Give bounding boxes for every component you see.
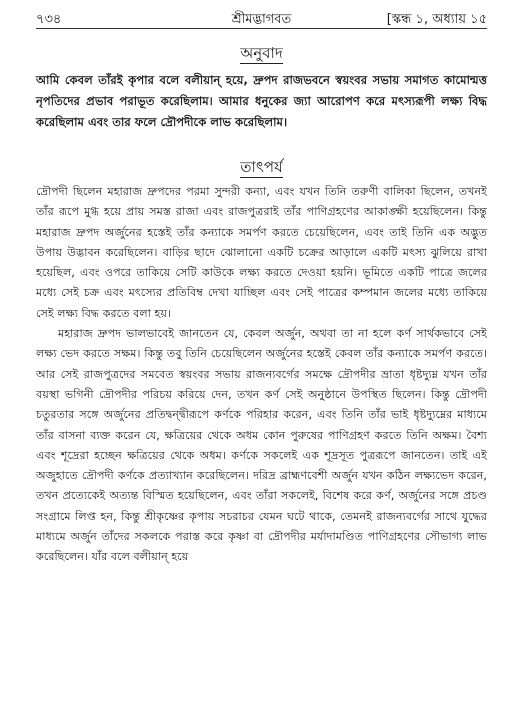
- translation-heading-text: অনুবাদ: [240, 44, 283, 62]
- purport-body: [36, 182, 487, 568]
- page-number: ৭৩৪: [36, 12, 62, 27]
- translation-heading: [36, 42, 487, 67]
- purport-heading-text: তাৎপর্য: [240, 158, 283, 176]
- purport-heading: [36, 156, 487, 181]
- header-divider: [36, 28, 487, 29]
- purport-paragraph-2: মহারাজ দ্রুপদ ভালভাবেই জানতেন যে, কেবল অর্জুন, অথবা তা না হলে কর্ণ সার্থকভাবে সেই লক্ষ্য ভেদ করতে সক্ষম। কিন্তু তবু তিনি চেয়েছিলেন অর্জুনের হস্তেই কেবল তাঁর কন্যাকে সমর্পণ করতে। আর সেই রাজপুত্রদের সমবেত স্বয়ংবর সভায় রাজন্যবর্গের সমক্ষে দ্রৌপদীর ভ্রাতা ধৃষ্টদ্যুম্ন যখন তাঁর বয়স্থা ভগিনী দ্রৌপদীর পরিচয় করিয়ে দেন, তখন কর্ণ সেই অনুষ্ঠানে উপস্থিত ছিলেন। কিন্তু দ্রৌপদী চতুরতার সঙ্গে অর্জুনের প্রতিদ্বন্দ্বীরূপে কর্ণকে পরিহার করেন, এবং তিনি তাঁর ভাই ধৃষ্টদ্যুম্নের মাধ্যমে তাঁর বাসনা ব্যক্ত করেন যে, ক্ষত্রিয়ের থেকে অধম কোন পুরুষের পাণিগ্রহণ করতে তিনি অক্ষম। বৈশ্য এবং শূদ্রেরা হচ্ছেন ক্ষত্রিয়ের থেকে অধম। কর্ণকে সকলেই এক শূদ্রসূত পুত্ররূপে জানতেন। তাই এই অজুহাতে দ্রৌপদী কর্ণকে প্রত্যাখ্যান করেছিলেন। দরিদ্র ব্রাহ্মণবেশী অর্জুন যখন কঠিন লক্ষ্যভেদ করেন, তখন প্রত্যেকেই অত্যন্ত বিস্মিত হয়েছিলেন, এবং তাঁরা সকলেই, বিশেষ করে কর্ণ, অর্জুনের সঙ্গে প্রচণ্ড সংগ্রামে লিপ্ত হন, কিন্তু শ্রীকৃষ্ণের কৃপায় সচরাচর যেমন ঘটে থাকে, তেমনই রাজন্যবর্গের সাথে যুদ্ধের মাধ্যমে অর্জুন তাঁদের সকলকে পরাস্ত করে কৃষ্ণা বা দ্রৌপদীর মর্যাদামণ্ডিত পাণিগ্রহণের সৌভাগ্য লাভ করেছিলেন। যাঁর বলে বলীয়ান্ হয়ে: [36, 327, 487, 564]
- book-title: শ্রীমদ্ভাগবত: [231, 12, 292, 27]
- section-reference: [স্কন্ধ ১, অধ্যায় ১৫: [386, 12, 487, 27]
- purport-paragraph-1: দ্রৌপদী ছিলেন মহারাজ দ্রুপদের পরমা সুন্দরী কন্যা, এবং যখন তিনি তরুণী বালিকা ছিলেন, তখনই তাঁর রূপে মুগ্ধ হয়ে প্রায় সমস্ত রাজা এবং রাজপুত্ররাই তাঁর পাণিগ্রহণের আকাঙ্ক্ষী হয়েছিলেন। কিন্তু মহারাজ দ্রুপদ অর্জুনের হস্তেই তাঁর কন্যাকে সমর্পণ করতে চেয়েছিলেন, এবং তাই তিনি এক অদ্ভুত উপায় উদ্ভাবন করেছিলেন। বাড়ির ছাদে ঝোলানো একটি চক্রের আড়ালে একটি মৎস্য ঝুলিয়ে রাখা হয়েছিল, এবং ওপরে তাকিয়ে সেটি কাউকে লক্ষ্য করতে দেওয়া হয়নি। ভূমিতে একটি পাত্রে জলের মধ্যে সেই চক্র এবং মৎস্যের প্রতিবিম্ব দেখা যাচ্ছিল এবং সেই পাত্রের কম্পমান জলের মধ্যে তাকিয়ে সেই লক্ষ্য বিদ্ধ করতে বলা হয়।: [36, 185, 487, 320]
- page-header: [36, 4, 487, 30]
- translation-text: আমি কেবল তাঁরই কৃপার বলে বলীয়ান্ হয়ে, দ্রুপদ রাজভবনে স্বয়ংবর সভায় সমাগত কামোন্মত্ত নৃপতিদের প্রভাব পরাভূত করেছিলাম। আমার ধনুকের জ্যা আরোপণ করে মৎস্যরূপী লক্ষ্য বিদ্ধ করেছিলাম এবং তার ফলে দ্রৌপদীকে লাভ করেছিলাম।: [36, 73, 487, 129]
